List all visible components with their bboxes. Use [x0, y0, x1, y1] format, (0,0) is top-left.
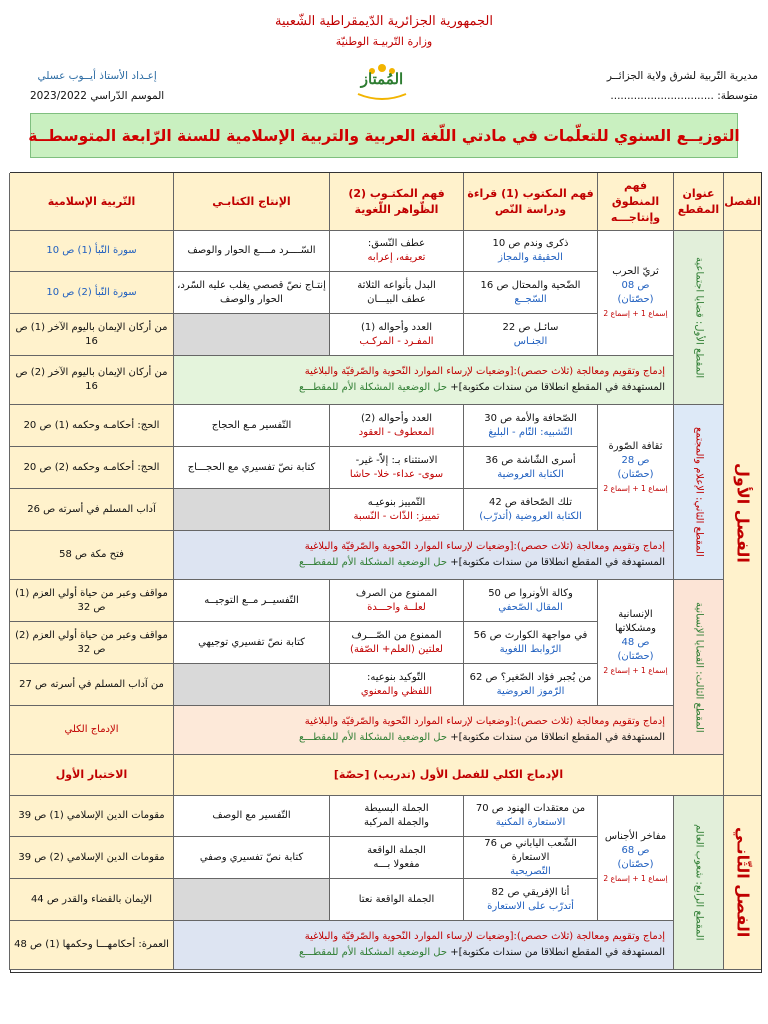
- spoken-3: الإنسانية ومشكلاتها ص 48 (حصّتان) إسماع 1 + إسماع 2: [597, 580, 673, 706]
- lesson-reading: في مواجهة الكوارث ص 56 الرّوابط اللغوية: [463, 622, 597, 664]
- lesson-writing: التّفسير مـع الحجاج: [173, 405, 329, 447]
- unit-1: المقطع الأول: قضايا اجتماعية: [673, 231, 723, 405]
- col-islamic: التّربية الإسلامية: [9, 173, 173, 231]
- teacher-name: إعـداد الأستاذ أيــوب عسلي: [37, 70, 157, 82]
- lesson-reading: الصّحافة والأمة ص 30 التّشبيه: التّام - البليغ: [463, 405, 597, 447]
- lesson-reading: أسرى الشّاشة ص 36 الكتابة العروضية: [463, 447, 597, 489]
- term-second: الفصل الثّانـي: [723, 796, 761, 970]
- col-unit: عنوان المقطع: [673, 173, 723, 231]
- lesson-grammar: الجملة الواقعة مفعولا بـــه: [329, 837, 463, 879]
- lesson-grammar: الجملة البسيطة والجملة المركبة: [329, 796, 463, 837]
- logo: [350, 58, 414, 104]
- directorate: مديرية التّربية لشرق ولاية الجزائــر: [606, 70, 758, 82]
- lesson-islamic: آداب المسلم في أسرته ص 26: [9, 489, 173, 531]
- lesson-grammar: التّمييز بنوعيـه تمييز: الذّات - النّسبة: [329, 489, 463, 531]
- lesson-islamic: من أركان الإيمان باليوم الآخر (2) ص 16: [9, 356, 173, 405]
- unit-2: المقطع الثاني: الإعلام والمجتمع: [673, 405, 723, 580]
- exam-label: الاختبار الأول: [9, 755, 173, 796]
- lesson-writing: كتابة نصّ تفسيري مع الحجـــاج: [173, 447, 329, 489]
- term-first: الفصل الأول: [723, 231, 761, 796]
- col-written2: فهم المكتـوب (2) الظّواهر اللّغوية: [329, 173, 463, 231]
- unit-3: المقطع الثالث: القضايا الإنسانية: [673, 580, 723, 755]
- lesson-writing: السّــــرد مــــع الحوار والوصف: [173, 231, 329, 272]
- lesson-islamic: العمرة: أحكامهـــا وحكمها (1) ص 48: [9, 921, 173, 970]
- lesson-reading: ذكرى وندم ص 10 الحقيقة والمجاز: [463, 231, 597, 272]
- col-written1: فهم المكتوب (1) قراءة ودراسة النّص: [463, 173, 597, 231]
- lesson-writing: كتابة نصّ تفسيري وصفي: [173, 837, 329, 879]
- lesson-grammar: الممنوع من الصّـــرف لعلتين (العلم+ الصّفة): [329, 622, 463, 664]
- school-season: الموسم الدّراسي 2023/2022: [30, 90, 165, 102]
- teacher-block: [30, 66, 164, 106]
- republic-title: الجمهورية الجزائرية الدّيمقراطية الشّعبية: [275, 14, 493, 29]
- lesson-islamic: من أركان الإيمان باليوم الآخر (1) ص 16: [9, 314, 173, 356]
- lesson-islamic: مقومات الدين الإسلامي (1) ص 39: [9, 796, 173, 837]
- lesson-writing: التّفسير مع الوصف: [173, 796, 329, 837]
- lesson-islamic: سورة النّبأ (1) ص 10: [9, 231, 173, 272]
- lesson-reading: من يُجبر فؤاد الصّغير؟ ص 62 الرّموز العروضية: [463, 664, 597, 706]
- lesson-writing-empty: [173, 314, 329, 356]
- lesson-reading: سائـل ص 22 الجنـاس: [463, 314, 597, 356]
- unit-4: المقطع الرابع: شعوب العالم: [673, 796, 723, 970]
- logo-text: المُمتاز: [360, 70, 404, 88]
- lesson-writing: إنتـاج نصّ قصصي يغلب عليه السّرد، الحوار والوصف: [173, 272, 329, 314]
- spoken-4: مفاخر الأجناس ص 68 (حصّتان) إسماع 1 + إسماع 2: [597, 796, 673, 921]
- ministry-title: وزارة التّربيـة الوطنيّة: [335, 35, 433, 48]
- integration-unit-3: إدماج وتقويم ومعالجة (ثلاث حصص):[وضعيات لإرساء الموارد النّحوية والصّرفيّة والبلاغية المستهدفة في المقطع انطلاقا من سندات مكتوبة]+ حل الوضعية المشكلة الأم للمقطـــع: [173, 706, 673, 755]
- col-spoken: فهم المنطوق وإنتاجـــه: [597, 173, 673, 231]
- lesson-reading: وكالة الأونروا ص 50 المقال الصّحفي: [463, 580, 597, 622]
- directorate-block: [607, 66, 758, 106]
- lesson-islamic: مواقف وعبر من حياة أولي العزم (1) ص 32: [9, 580, 173, 622]
- lesson-islamic: الإيمان بالقضاء والقدر ص 44: [9, 879, 173, 921]
- integration-unit-4: إدماج وتقويم ومعالجة (ثلاث حصص):[وضعيات لإرساء الموارد النّحوية والصّرفيّة والبلاغية المستهدفة في المقطع انطلاقا من سندات مكتوبة]+ حل الوضعية المشكلة الأم للمقطـــع: [173, 921, 673, 970]
- title-banner: [30, 113, 738, 158]
- page-title: التوزيــع السنوي للتعلّمات في مادتي اللّغة العربية والتربية الإسلامية للسنة الرّابعة المتوسطــة: [28, 126, 740, 145]
- lesson-islamic: الإدماج الكلي: [9, 706, 173, 755]
- school-field: متوسطة: ...............................: [610, 90, 758, 102]
- lesson-islamic: الحج: أحكامـه وحكمه (2) ص 20: [9, 447, 173, 489]
- lesson-reading: من معتقدات الهنود ص 70 الاستعارة المكنية: [463, 796, 597, 837]
- lesson-grammar: التّوكيد بنوعيه: اللفظي والمعنوي: [329, 664, 463, 706]
- lesson-islamic: سورة النّبأ (2) ص 10: [9, 272, 173, 314]
- integration-unit-2: إدماج وتقويم ومعالجة (ثلاث حصص):[وضعيات لإرساء الموارد النّحوية والصّرفيّة والبلاغية المستهدفة في المقطع انطلاقا من سندات مكتوبة]+ حل الوضعية المشكلة الأم للمقطـــع: [173, 531, 673, 580]
- lesson-reading: أنا الإفريقي ص 82 أتدرّب على الاستعارة: [463, 879, 597, 921]
- lesson-islamic: من آداب المسلم في أسرته ص 27: [9, 664, 173, 706]
- lesson-grammar: الجملة الواقعة نعتا: [329, 879, 463, 921]
- lesson-reading: الشّعب الياباني ص 76 الاستعارة التّصريحية: [463, 837, 597, 879]
- distribution-table: [10, 172, 762, 973]
- lesson-reading: الضّحية والمحتال ص 16 السّجــع: [463, 272, 597, 314]
- lesson-grammar: العدد وأحواله (1) المفـرد - المركـب: [329, 314, 463, 356]
- col-term: الفصل: [723, 173, 761, 231]
- lesson-grammar: الممنوع من الصرف لعلــة واحـــدة: [329, 580, 463, 622]
- spoken-1: ثريّ الحرب ص 08 (حصّتان) إسماع 1 + إسماع 2: [597, 231, 673, 356]
- lesson-islamic: مواقف وعبر من حياة أولي العزم (2) ص 32: [9, 622, 173, 664]
- integration-unit-1: إدماج وتقويم ومعالجة (ثلاث حصص):[وضعيات لإرساء الموارد النّحوية والصّرفيّة والبلاغية المستهدفة في المقطع انطلاقا من سندات مكتوبة]+ حل الوضعية المشكلة الأم للمقطـــع: [173, 356, 673, 405]
- lesson-islamic: فتح مكة ص 58: [9, 531, 173, 580]
- lesson-writing: كتابة نصّ تفسيري توجيهي: [173, 622, 329, 664]
- spoken-2: ثقافة الصّورة ص 28 (حصّتان) إسماع 1 + إسماع 2: [597, 405, 673, 531]
- exam-row: الإدماج الكلي للفصل الأول (تدريب) [حصّة]: [173, 755, 723, 796]
- lesson-grammar: البدل بأنواعه الثلاثة عطف البيـــان: [329, 272, 463, 314]
- lesson-writing-empty: [173, 664, 329, 706]
- lesson-reading: تلك الصّحافة ص 42 الكتابة العروضية (أتدرّب): [463, 489, 597, 531]
- lesson-grammar: عطف النّسق: تعريفه، إعرابه: [329, 231, 463, 272]
- lesson-writing: التّفسيــر مــع التوجيــه: [173, 580, 329, 622]
- lesson-islamic: مقومات الدين الإسلامي (2) ص 39: [9, 837, 173, 879]
- page-header: [0, 14, 768, 48]
- lesson-grammar: العدد وأحواله (2) المعطوف - العقود: [329, 405, 463, 447]
- col-writing: الإنتاج الكتابـي: [173, 173, 329, 231]
- lesson-writing-empty: [173, 879, 329, 921]
- lesson-grammar: الاستثناء بـ: إلاّ- غير- سوى- عداء- خلا- حاشا: [329, 447, 463, 489]
- lesson-writing-empty: [173, 489, 329, 531]
- lesson-islamic: الحج: أحكامـه وحكمه (1) ص 20: [9, 405, 173, 447]
